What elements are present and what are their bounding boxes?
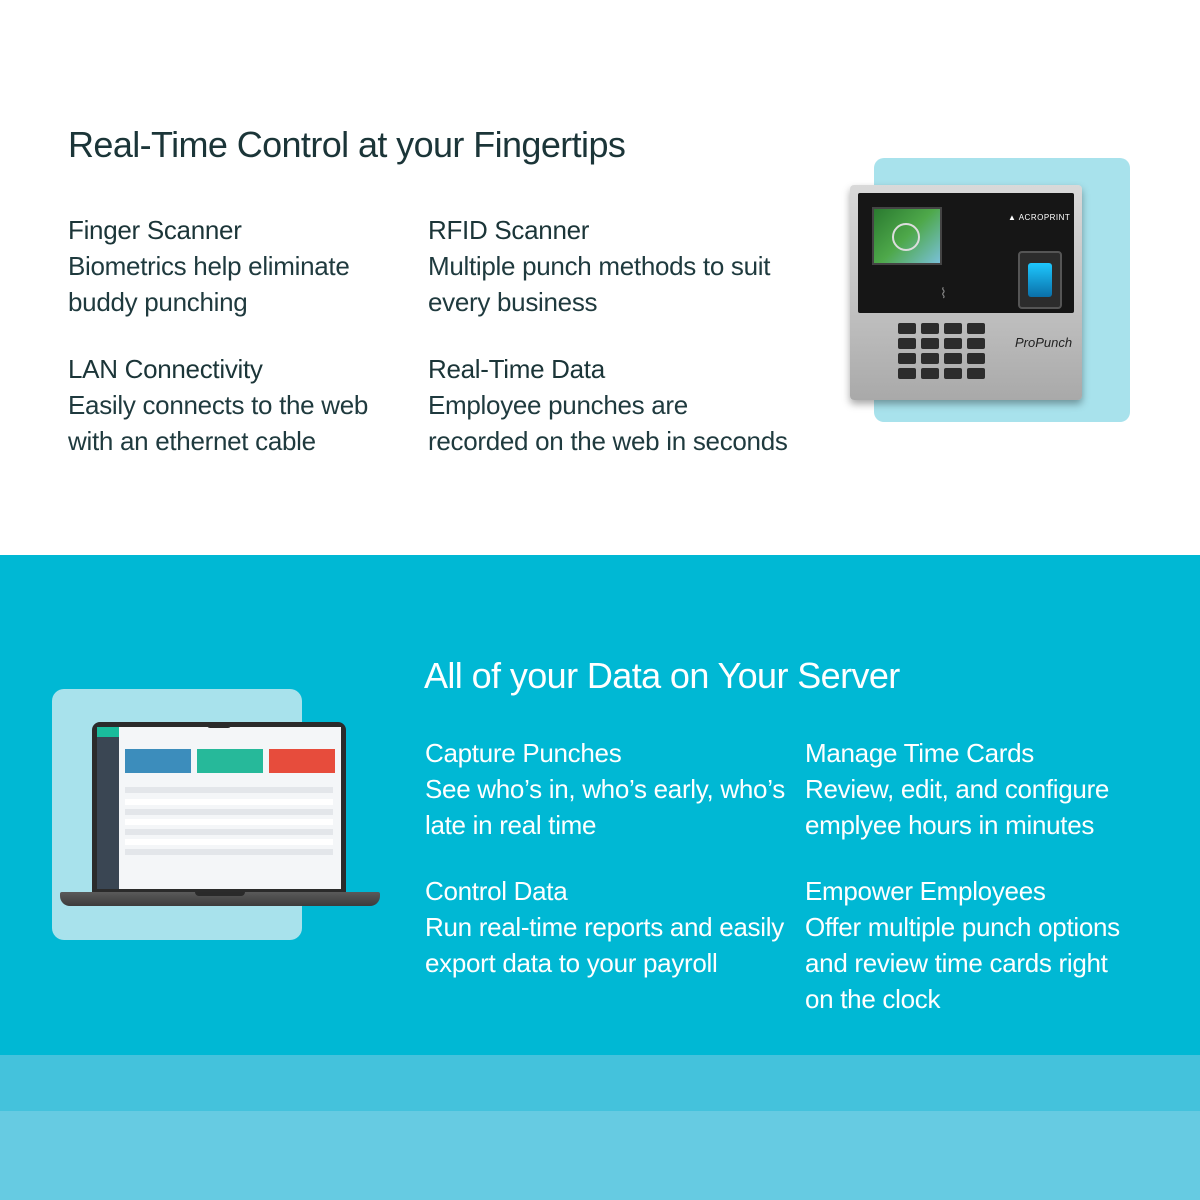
footer-band-2 <box>0 1111 1200 1200</box>
feature-title: Empower Employees <box>805 876 1046 906</box>
acroprint-logo: ▲ ACROPRINT <box>1008 213 1071 222</box>
keypad-key <box>921 338 939 349</box>
laptop-dashboard-icon <box>92 722 346 894</box>
feature-rfid-scanner <box>428 212 808 320</box>
feature-desc-line: Employee punches are <box>428 390 688 420</box>
feature-control-data <box>425 873 795 981</box>
rfid-icon: ⌇ <box>940 285 947 301</box>
keypad-key <box>898 338 916 349</box>
keypad-key <box>967 338 985 349</box>
dashboard-table-row <box>125 829 333 835</box>
device-face <box>858 193 1074 313</box>
reader-window <box>1028 263 1052 297</box>
keypad-key <box>944 323 962 334</box>
keypad-key <box>898 323 916 334</box>
keypad-key <box>898 368 916 379</box>
top-heading: Real-Time Control at your Fingertips <box>68 124 626 165</box>
feature-desc-line: on the clock <box>805 984 941 1014</box>
feature-desc-line: Multiple punch methods to suit <box>428 251 771 281</box>
dashboard-stat-card <box>125 749 191 773</box>
propunch-brand: ProPunch <box>1015 335 1073 350</box>
keypad-key <box>944 353 962 364</box>
feature-desc-line: every business <box>428 287 598 317</box>
laptop-lip <box>195 892 245 896</box>
feature-desc-line: buddy punching <box>68 287 248 317</box>
keypad-key <box>921 368 939 379</box>
feature-title: LAN Connectivity <box>68 354 263 384</box>
feature-desc-line: Biometrics help eliminate <box>68 251 350 281</box>
feature-title: Capture Punches <box>425 738 622 768</box>
dashboard-stat-card <box>269 749 335 773</box>
feature-empower-employees <box>805 873 1185 1017</box>
top-section <box>0 0 1200 555</box>
dashboard-table-row <box>125 799 333 805</box>
keypad-key <box>921 353 939 364</box>
dashboard-table-row <box>125 787 333 793</box>
laptop-notch <box>207 722 231 728</box>
feature-manage-time-cards <box>805 735 1185 843</box>
feature-desc-line: export data to your payroll <box>425 948 718 978</box>
keypad-key <box>921 323 939 334</box>
time-clock-device-icon <box>850 185 1082 400</box>
fingerprint-reader-icon <box>1018 251 1062 309</box>
dashboard-sidebar-header <box>97 727 119 737</box>
dashboard-table-row <box>125 849 333 855</box>
device-keypad <box>898 323 988 379</box>
laptop-screen-content <box>97 727 341 889</box>
dashboard-table-row <box>125 809 333 815</box>
feature-title: Real-Time Data <box>428 354 605 384</box>
feature-title: RFID Scanner <box>428 215 590 245</box>
device-screen <box>872 207 942 265</box>
feature-desc-line: with an ethernet cable <box>68 426 316 456</box>
dashboard-table-row <box>125 839 333 845</box>
footer-band-1 <box>0 1055 1200 1111</box>
keypad-key <box>967 368 985 379</box>
keypad-key <box>898 353 916 364</box>
dashboard-stat-card <box>197 749 263 773</box>
keypad-key <box>944 368 962 379</box>
keypad-key <box>944 338 962 349</box>
feature-desc-line: late in real time <box>425 810 597 840</box>
feature-finger-scanner <box>68 212 428 320</box>
feature-desc-line: Offer multiple punch options <box>805 912 1120 942</box>
bottom-heading: All of your Data on Your Server <box>424 655 900 696</box>
feature-title: Manage Time Cards <box>805 738 1035 768</box>
feature-desc-line: emplyee hours in minutes <box>805 810 1095 840</box>
feature-real-time-data <box>428 351 808 459</box>
feature-lan-connectivity <box>68 351 428 459</box>
keypad-key <box>967 353 985 364</box>
keypad-key <box>967 323 985 334</box>
clock-icon <box>892 223 920 251</box>
feature-desc-line: Easily connects to the web <box>68 390 369 420</box>
dashboard-table-row <box>125 819 333 825</box>
feature-capture-punches <box>425 735 795 843</box>
feature-desc-line: recorded on the web in seconds <box>428 426 788 456</box>
feature-desc-line: See who’s in, who’s early, who’s <box>425 774 785 804</box>
feature-desc-line: Run real-time reports and easily <box>425 912 784 942</box>
dashboard-sidebar <box>97 727 119 889</box>
feature-title: Finger Scanner <box>68 215 242 245</box>
feature-desc-line: and review time cards right <box>805 948 1108 978</box>
feature-title: Control Data <box>425 876 568 906</box>
feature-desc-line: Review, edit, and configure <box>805 774 1110 804</box>
